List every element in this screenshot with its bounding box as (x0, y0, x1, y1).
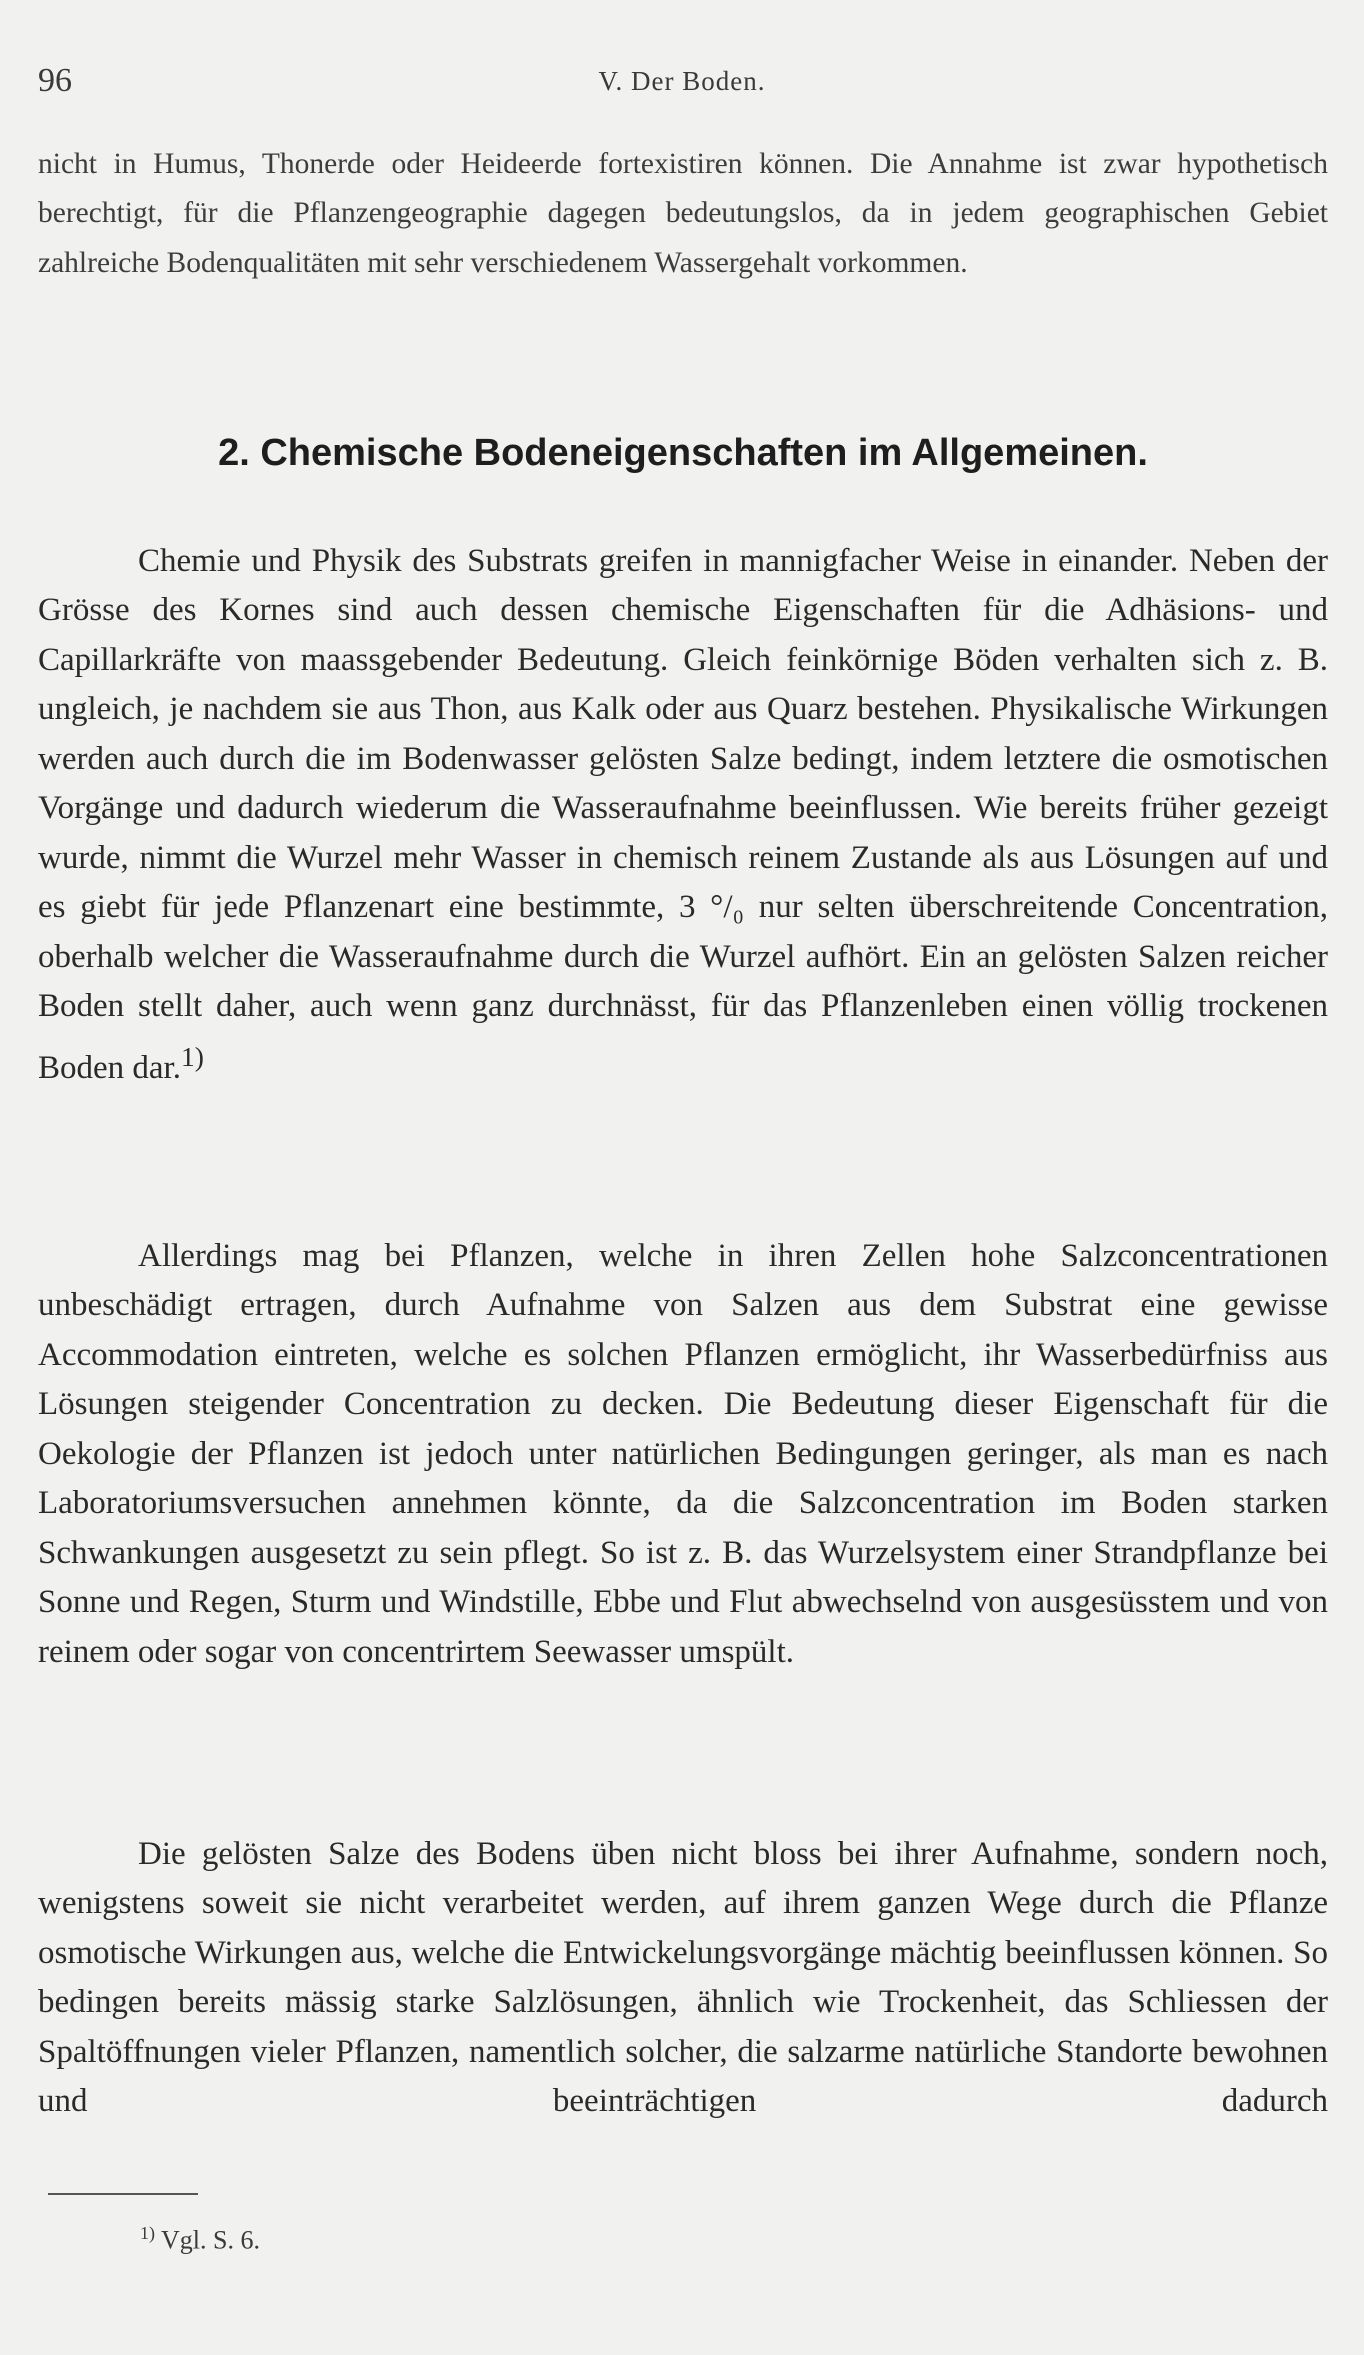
section-heading: 2. Chemische Bodeneigenschaften im Allgemeinen. (218, 432, 1148, 474)
footnote-reference: 1) (180, 1040, 204, 1072)
footnote (140, 2223, 260, 2256)
page-number: 96 (38, 62, 72, 99)
paragraph-text: Chemie und Physik des Substrats greifen in mannigfacher Weise in einander. Neben der Grösse des Kornes sind auch dessen chemische Eigenschaften für die Adhäsions- und Capillarkräfte von maassgebender Bedeutung. Gleich feinkörnige Böden verhalten sich z. B. ungleich, je nachdem sie aus Thon, aus Kalk oder aus Quarz bestehen. Physikalische Wirkungen werden auch durch die im Bodenwasser gelösten Salze bedingt, indem letztere die osmotischen Vorgänge und dadurch wiederum die Wasseraufnahme beeinflussen. Wie bereits früher gezeigt wurde, nimmt die Wurzel mehr Wasser in chemisch reinem Zustande als aus Lösungen auf und es giebt für jede Pflanzenart eine bestimmte, 3 °/₀ nur selten überschreitende Concentration, oberhalb welcher die Wasseraufnahme durch die Wurzel aufhört. Ein an gelösten Salzen reicher Boden stellt daher, auch wenn ganz durchnässt, für das Pflanzenleben einen völlig trockenen Boden dar. (38, 543, 1328, 1086)
footnote-divider (48, 2193, 198, 2195)
paragraph-dissolved-salts: Die gelösten Salze des Bodens üben nicht bloss bei ihrer Aufnahme, sondern noch, wenigstens soweit sie nicht verarbeitet werden, auf ihrem ganzen Wege durch die Pflanze osmotische Wirkungen aus, welche die Entwickelungsvorgänge mächtig beeinflussen können. So bedingen bereits mässig starke Salzlösungen, ähnlich wie Trockenheit, das Schliessen der Spaltöffnungen vieler Pflanzen, namentlich solcher, die salzarme natürliche Standorte bewohnen und beeinträchtigen dadurch (38, 1836, 1328, 2120)
footnote-marker: 1) (140, 2223, 155, 2243)
paragraph-continued: nicht in Humus, Thonerde oder Heideerde fortexistiren können. Die Annahme ist zwar hypothetisch berechtigt, für die Pflanzengeographie dagegen bedeutungslos, da in jedem geographischen Gebiet zahlreiche Bodenqualitäten mit sehr verschiedenem Wassergehalt vorkommen. (38, 148, 1328, 279)
paragraph-chemistry-physics (38, 537, 1328, 1093)
page-header (38, 62, 1326, 102)
footnote-text: Vgl. S. 6. (161, 2225, 260, 2255)
paragraph-accommodation: Allerdings mag bei Pflanzen, welche in ihren Zellen hohe Salzconcentrationen unbeschädigt ertragen, durch Aufnahme von Salzen aus dem Substrat eine gewisse Accommodation eintreten, welche es solchen Pflanzen ermöglicht, ihr Wasserbedürfniss aus Lösungen steigender Concentration zu decken. Die Bedeutung dieser Eigenschaft für die Oekologie der Pflanzen ist jedoch unter natürlichen Bedingungen geringer, als man es nach Laboratoriumsversuchen annehmen könnte, da die Salzconcentration im Boden starken Schwankungen ausgesetzt zu sein pflegt. So ist z. B. das Wurzelsystem einer Strandpflanze bei Sonne und Regen, Sturm und Windstille, Ebbe und Flut abwechselnd von ausgesüsstem und von reinem oder sogar von concentrirtem Seewasser umspült. (38, 1238, 1328, 1670)
running-head: V. Der Boden. (598, 66, 766, 96)
